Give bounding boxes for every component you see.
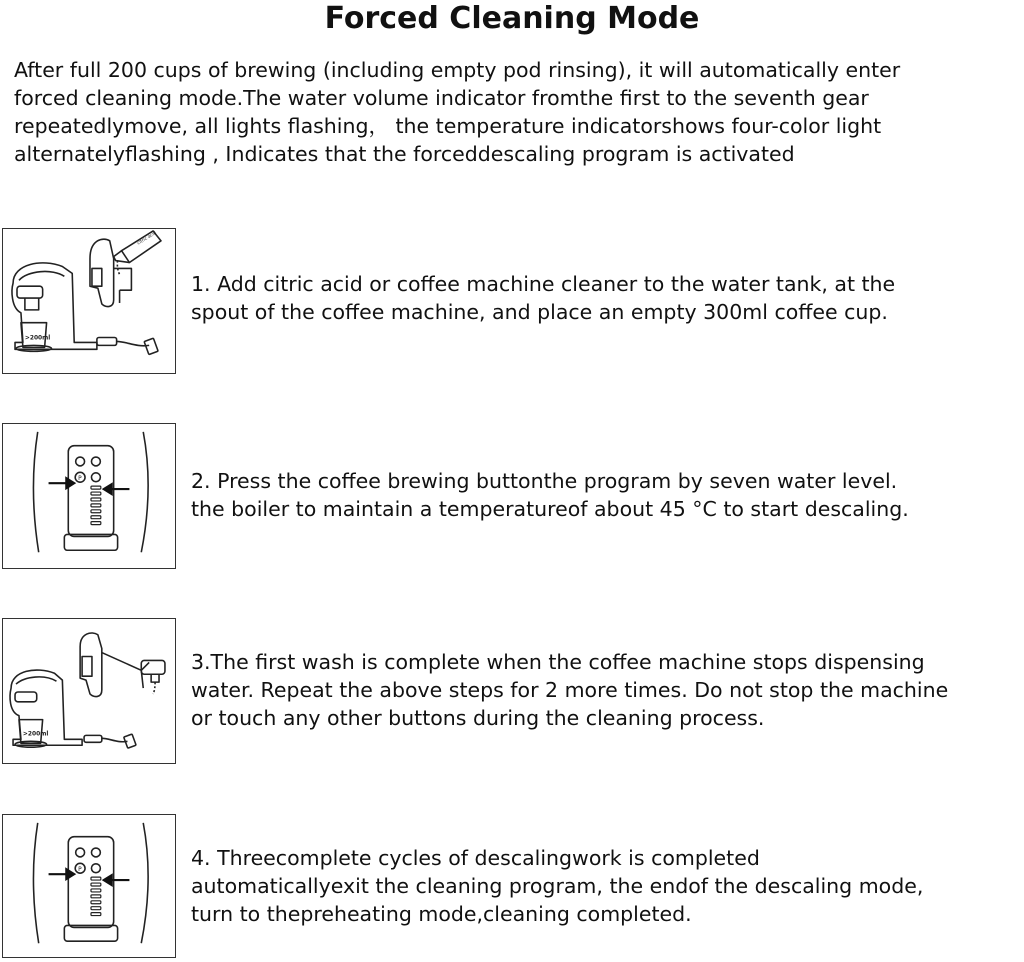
control-panel-illustration (3, 815, 175, 957)
step-line: turn to thepreheating mode,cleaning completed. (191, 902, 692, 926)
step-4-text (191, 844, 923, 928)
step-2-text (191, 467, 909, 523)
step-line: or touch any other buttons during the cleaning process. (191, 706, 765, 730)
step-line: 3.The first wash is complete when the coffee machine stops dispensing (191, 650, 925, 674)
step-1-text (191, 270, 895, 326)
intro-line: After full 200 cups of brewing (including empty pod rinsing), it will automatically enter (14, 58, 901, 82)
coffee-machine-rinse-illustration (3, 619, 175, 763)
cup-label: >200ml (24, 335, 51, 342)
step-line: 4. Threecomplete cycles of descalingwork is completed (191, 846, 760, 870)
control-panel-illustration (3, 424, 175, 568)
step-3-text (191, 648, 948, 732)
step-line: spout of the coffee machine, and place an empty 300ml coffee cup. (191, 300, 888, 324)
step-line: automaticallyexit the cleaning program, the endof the descaling mode, (191, 874, 924, 898)
step-line: the boiler to maintain a temperatureof about 45 °C to start descaling. (191, 497, 909, 521)
bottle-label: citric acid (136, 230, 158, 247)
step-1-illustration-frame (2, 228, 176, 374)
intro-line: alternatelyflashing , Indicates that the forceddescaling program is activated (14, 142, 795, 166)
intro-line: forced cleaning mode.The water volume indicator fromthe first to the seventh gear (14, 86, 869, 110)
page-title: Forced Cleaning Mode (324, 1, 700, 36)
svg-text:P: P (78, 867, 82, 874)
step-4-illustration-frame (2, 814, 176, 958)
intro-line: repeatedlymove, all lights flashing， the temperature indicatorshows four-color light (14, 114, 882, 138)
step-3-illustration-frame (2, 618, 176, 764)
svg-text:P: P (78, 476, 82, 483)
step-2-illustration-frame (2, 423, 176, 569)
coffee-machine-cleaner-illustration (3, 229, 175, 373)
intro-paragraph (14, 56, 1019, 168)
step-line: water. Repeat the above steps for 2 more times. Do not stop the machine (191, 678, 949, 702)
step-line: 1. Add citric acid or coffee machine cleaner to the water tank, at the (191, 272, 896, 296)
cup-label: >200ml (22, 731, 49, 738)
step-line: 2. Press the coffee brewing buttonthe program by seven water level. (191, 469, 898, 493)
